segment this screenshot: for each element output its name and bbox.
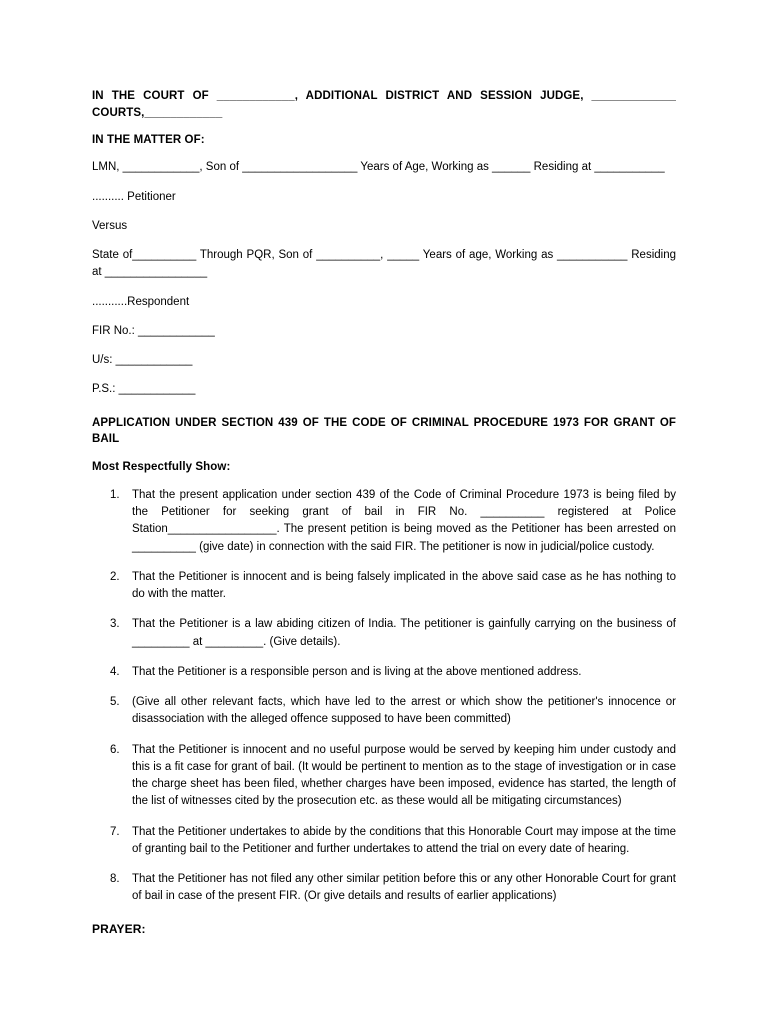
list-item-number: 3. — [110, 618, 120, 631]
list-item-text: That the Petitioner is a responsible person and is living at the above mentioned address. — [132, 665, 582, 678]
document-body — [92, 88, 676, 936]
list-item — [92, 487, 676, 556]
list-item-number: 1. — [110, 488, 120, 501]
list-item-number: 4. — [110, 665, 120, 678]
most-respectfully-show: Most Respectfully Show: — [92, 460, 231, 473]
points-list — [92, 487, 676, 906]
petitioner-label: .......... Petitioner — [92, 190, 176, 203]
petitioner-details: LMN, ____________, Son of __________________ Years of Age, Working as ______ Residing at ___________ — [92, 161, 665, 174]
application-title: APPLICATION UNDER SECTION 439 OF THE CODE OF CRIMINAL PROCEDURE 1973 FOR GRANT OF BAIL — [92, 416, 676, 446]
list-item-text: That the Petitioner is innocent and is being falsely implicated in the above said case as he has nothing to do with the matter. — [132, 570, 676, 601]
fir-number: FIR No.: ____________ — [92, 324, 215, 337]
versus-label: Versus — [92, 219, 128, 232]
list-item-text: (Give all other relevant facts, which have led to the arrest or which show the petitioner's innocence or disassociation with the alleged offence supposed to have been committed) — [132, 696, 676, 726]
list-item — [92, 742, 676, 811]
court-heading: IN THE COURT OF ____________, ADDITIONAL DISTRICT AND SESSION JUDGE, _____________ COURTS,____________ — [92, 90, 676, 119]
respondent-label: ...........Respondent — [92, 295, 190, 308]
list-item-text: That the Petitioner undertakes to abide by the conditions that this Honorable Court may impose at the time of granting bail to the Petitioner and further undertakes to attend the trial on every date of hearing. — [132, 825, 676, 855]
respondent-details: State of__________ Through PQR, Son of __________, _____ Years of age, Working as ___________ Residing at ________________ — [92, 249, 676, 279]
list-item-text: That the Petitioner is innocent and no useful purpose would be served by keeping him under custody and this is a fit case for grant of bail. (It would be pertinent to mention as to the stage of investigation or in case the charge sheet has been filed, whether charges have been imposed, evidence has started, the length of the list of witnesses cited by the prosecution etc. as these would all be mitigating circumstances) — [132, 743, 676, 808]
list-item-number: 5. — [110, 696, 120, 709]
list-item — [92, 694, 676, 729]
list-item-number: 2. — [110, 570, 120, 583]
police-station: P.S.: ____________ — [92, 383, 196, 396]
list-item — [92, 824, 676, 859]
list-item-text: That the Petitioner is a law abiding citizen of India. The petitioner is gainfully carrying on the business of _________ at _________. (Give details). — [132, 618, 676, 648]
list-item-text: That the present application under section 439 of the Code of Criminal Procedure 1973 is being filed by the Petitioner for seeking grant of bail in FIR No. __________ registered at Police Station_________________. The present petition is being moved as the Petitioner has been arrested on __________ (give date) in connection with the said FIR. The petitioner is now in judicial/police custody. — [132, 488, 676, 553]
matter-of-heading: IN THE MATTER OF: — [92, 134, 205, 147]
list-item-number: 7. — [110, 825, 120, 838]
list-item-text: That the Petitioner has not filed any other similar petition before this or any other Honorable Court for grant of bail in case of the present FIR. (Or give details and results of earlier applications) — [132, 873, 676, 903]
prayer-heading: PRAYER: — [92, 921, 146, 936]
list-item — [92, 616, 676, 651]
list-item — [92, 664, 676, 681]
list-item — [92, 569, 676, 604]
list-item — [92, 871, 676, 906]
list-item-number: 6. — [110, 743, 120, 756]
list-item-number: 8. — [110, 873, 120, 886]
under-section: U/s: ____________ — [92, 354, 193, 367]
